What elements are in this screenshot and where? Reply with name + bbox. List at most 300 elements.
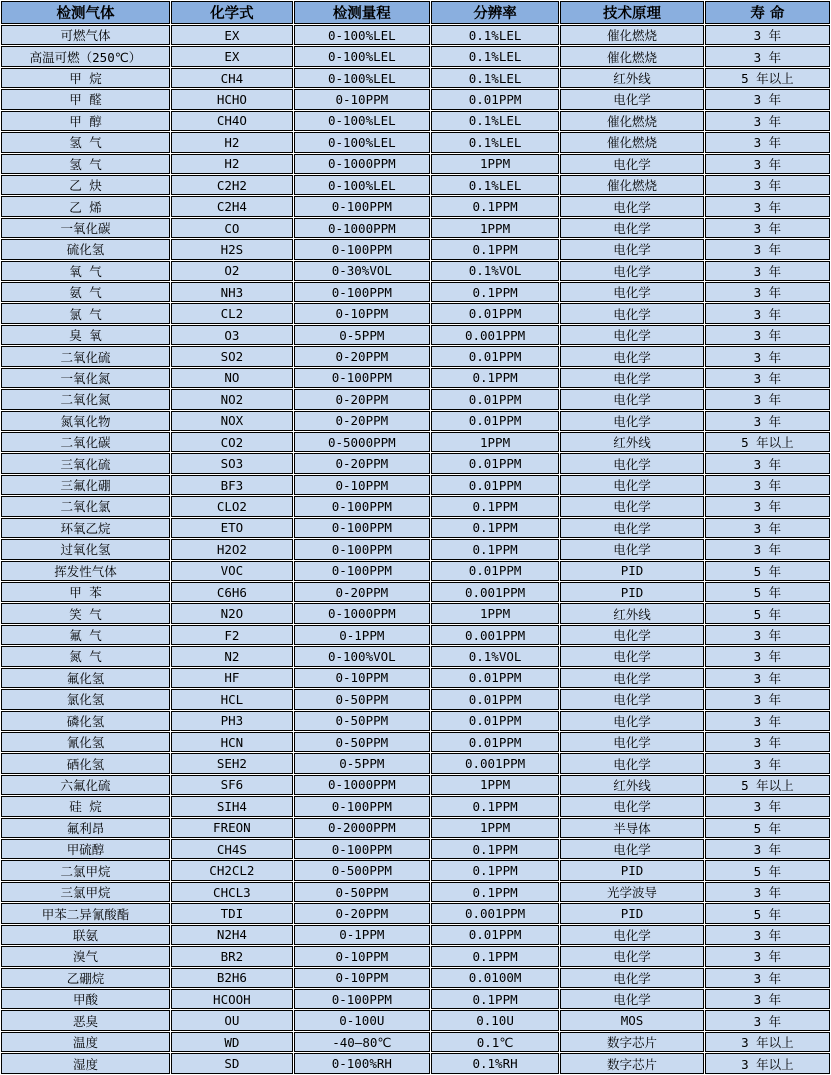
- table-row: [1, 839, 830, 859]
- table-cell: EX: [171, 46, 293, 66]
- table-cell: 电化学: [560, 753, 703, 773]
- column-header: 检测量程: [294, 1, 430, 24]
- table-cell: B2H6: [171, 968, 293, 988]
- table-cell: 乙 烯: [1, 196, 170, 216]
- table-cell: 3 年: [705, 261, 830, 281]
- table-cell: 5 年: [705, 603, 830, 623]
- table-cell: 5 年以上: [705, 68, 830, 88]
- table-cell: 3 年: [705, 325, 830, 345]
- table-cell: 0.001PPM: [431, 582, 560, 602]
- table-cell: 3 年: [705, 475, 830, 495]
- table-cell: 高温可燃（250℃）: [1, 46, 170, 66]
- table-cell: 0.001PPM: [431, 903, 560, 923]
- table-cell: 电化学: [560, 218, 703, 238]
- table-cell: 0.01PPM: [431, 668, 560, 688]
- table-row: [1, 303, 830, 323]
- table-row: [1, 175, 830, 195]
- table-cell: 0.01PPM: [431, 453, 560, 473]
- table-cell: 3 年: [705, 946, 830, 966]
- table-cell: 红外线: [560, 432, 703, 452]
- table-cell: 0-100PPM: [294, 839, 430, 859]
- table-cell: 0.10U: [431, 1010, 560, 1030]
- table-cell: 3 年: [705, 282, 830, 302]
- table-cell: 恶臭: [1, 1010, 170, 1030]
- table-cell: 3 年: [705, 346, 830, 366]
- table-cell: 0.1PPM: [431, 882, 560, 902]
- table-row: [1, 132, 830, 152]
- table-cell: 联氨: [1, 925, 170, 945]
- table-cell: 0.01PPM: [431, 711, 560, 731]
- table-cell: 电化学: [560, 368, 703, 388]
- table-row: [1, 25, 830, 45]
- table-cell: 六氟化硫: [1, 775, 170, 795]
- table-cell: 甲苯二异氰酸酯: [1, 903, 170, 923]
- table-cell: 数字芯片: [560, 1032, 703, 1052]
- table-cell: 3 年: [705, 711, 830, 731]
- table-cell: N2O: [171, 603, 293, 623]
- table-cell: PID: [560, 561, 703, 581]
- table-cell: 电化学: [560, 711, 703, 731]
- table-cell: 3 年: [705, 389, 830, 409]
- table-row: [1, 625, 830, 645]
- table-cell: 氢 气: [1, 154, 170, 174]
- table-cell: 5 年: [705, 582, 830, 602]
- table-row: [1, 796, 830, 816]
- table-cell: 3 年: [705, 689, 830, 709]
- table-cell: CHCL3: [171, 882, 293, 902]
- table-cell: SF6: [171, 775, 293, 795]
- table-cell: 0-10PPM: [294, 668, 430, 688]
- table-cell: 0.01PPM: [431, 732, 560, 752]
- table-cell: 0.1PPM: [431, 539, 560, 559]
- table-cell: 环氧乙烷: [1, 518, 170, 538]
- table-row: [1, 453, 830, 473]
- table-cell: 0-100%LEL: [294, 111, 430, 131]
- table-cell: 3 年: [705, 839, 830, 859]
- header-row: [1, 1, 830, 24]
- table-cell: 3 年: [705, 1010, 830, 1030]
- table-cell: CH4: [171, 68, 293, 88]
- table-cell: 电化学: [560, 539, 703, 559]
- table-cell: 电化学: [560, 925, 703, 945]
- table-cell: 二氧化氮: [1, 389, 170, 409]
- table-cell: 3 年: [705, 25, 830, 45]
- table-cell: O2: [171, 261, 293, 281]
- table-cell: C2H4: [171, 196, 293, 216]
- table-cell: CH2CL2: [171, 860, 293, 880]
- table-cell: 电化学: [560, 475, 703, 495]
- table-cell: 甲硫醇: [1, 839, 170, 859]
- table-cell: 1PPM: [431, 775, 560, 795]
- table-cell: 1PPM: [431, 818, 560, 838]
- table-cell: 0.01PPM: [431, 689, 560, 709]
- table-cell: 电化学: [560, 303, 703, 323]
- table-cell: 3 年: [705, 175, 830, 195]
- table-cell: 0-100PPM: [294, 368, 430, 388]
- column-header: 化学式: [171, 1, 293, 24]
- table-cell: 三氧化硫: [1, 453, 170, 473]
- table-row: [1, 282, 830, 302]
- table-cell: 3 年: [705, 968, 830, 988]
- table-row: [1, 261, 830, 281]
- table-cell: 0-10PPM: [294, 303, 430, 323]
- table-cell: HCHO: [171, 89, 293, 109]
- table-row: [1, 989, 830, 1009]
- table-cell: 氮 气: [1, 646, 170, 666]
- table-row: [1, 732, 830, 752]
- table-cell: 氧 气: [1, 261, 170, 281]
- table-row: [1, 46, 830, 66]
- table-cell: 0.1%LEL: [431, 132, 560, 152]
- table-cell: 电化学: [560, 239, 703, 259]
- table-row: [1, 389, 830, 409]
- table-row: [1, 1010, 830, 1030]
- table-cell: 0.1PPM: [431, 518, 560, 538]
- table-cell: 硅 烷: [1, 796, 170, 816]
- table-cell: H2: [171, 154, 293, 174]
- table-cell: 0.1%RH: [431, 1053, 560, 1074]
- table-row: [1, 154, 830, 174]
- table-cell: 0-20PPM: [294, 389, 430, 409]
- table-row: [1, 368, 830, 388]
- table-cell: 臭 氧: [1, 325, 170, 345]
- table-cell: 5 年以上: [705, 432, 830, 452]
- table-cell: 氟利昂: [1, 818, 170, 838]
- table-cell: 光学波导: [560, 882, 703, 902]
- table-cell: 3 年: [705, 646, 830, 666]
- table-cell: 0-50PPM: [294, 732, 430, 752]
- table-cell: HCN: [171, 732, 293, 752]
- table-cell: 0-500PPM: [294, 860, 430, 880]
- table-cell: 甲酸: [1, 989, 170, 1009]
- table-row: [1, 582, 830, 602]
- table-cell: 3 年: [705, 132, 830, 152]
- table-cell: 乙硼烷: [1, 968, 170, 988]
- table-cell: 0.001PPM: [431, 625, 560, 645]
- table-cell: HF: [171, 668, 293, 688]
- table-cell: 可燃气体: [1, 25, 170, 45]
- table-row: [1, 711, 830, 731]
- table-cell: HCOOH: [171, 989, 293, 1009]
- table-cell: 0.01PPM: [431, 411, 560, 431]
- table-cell: PH3: [171, 711, 293, 731]
- table-cell: 催化燃烧: [560, 111, 703, 131]
- table-cell: NH3: [171, 282, 293, 302]
- table-cell: 3 年: [705, 303, 830, 323]
- table-cell: 3 年: [705, 518, 830, 538]
- table-cell: 0.1PPM: [431, 196, 560, 216]
- table-cell: SEH2: [171, 753, 293, 773]
- table-cell: 甲 醛: [1, 89, 170, 109]
- table-cell: 0.1PPM: [431, 282, 560, 302]
- table-cell: 0.1PPM: [431, 839, 560, 859]
- table-cell: 电化学: [560, 282, 703, 302]
- table-cell: 电化学: [560, 625, 703, 645]
- table-cell: H2O2: [171, 539, 293, 559]
- table-cell: 催化燃烧: [560, 46, 703, 66]
- table-cell: 3 年: [705, 539, 830, 559]
- table-cell: TDI: [171, 903, 293, 923]
- table-cell: 0-2000PPM: [294, 818, 430, 838]
- table-cell: CH4O: [171, 111, 293, 131]
- table-cell: 电化学: [560, 411, 703, 431]
- table-cell: 0-10PPM: [294, 89, 430, 109]
- table-cell: 0-5PPM: [294, 753, 430, 773]
- table-cell: MOS: [560, 1010, 703, 1030]
- table-cell: 氢 气: [1, 132, 170, 152]
- column-header: 检测气体: [1, 1, 170, 24]
- table-cell: 二氧化氯: [1, 496, 170, 516]
- table-cell: 溴气: [1, 946, 170, 966]
- table-cell: 0.1℃: [431, 1032, 560, 1052]
- table-cell: 电化学: [560, 968, 703, 988]
- table-cell: 氮氧化物: [1, 411, 170, 431]
- table-cell: 0-10PPM: [294, 968, 430, 988]
- table-cell: 0-100PPM: [294, 239, 430, 259]
- table-cell: 1PPM: [431, 603, 560, 623]
- table-cell: 3 年: [705, 925, 830, 945]
- table-row: [1, 603, 830, 623]
- table-cell: 1PPM: [431, 432, 560, 452]
- table-cell: 0.001PPM: [431, 325, 560, 345]
- table-cell: NO2: [171, 389, 293, 409]
- table-cell: 0-20PPM: [294, 903, 430, 923]
- table-cell: 电化学: [560, 453, 703, 473]
- table-cell: BR2: [171, 946, 293, 966]
- table-cell: 电化学: [560, 261, 703, 281]
- table-cell: 0-100PPM: [294, 196, 430, 216]
- table-cell: 二氧化硫: [1, 346, 170, 366]
- table-row: [1, 218, 830, 238]
- table-cell: 0.1%LEL: [431, 175, 560, 195]
- table-cell: 数字芯片: [560, 1053, 703, 1074]
- table-cell: O3: [171, 325, 293, 345]
- table-cell: 氨 气: [1, 282, 170, 302]
- table-cell: 半导体: [560, 818, 703, 838]
- table-cell: F2: [171, 625, 293, 645]
- table-cell: BF3: [171, 475, 293, 495]
- table-cell: 0-10PPM: [294, 946, 430, 966]
- table-cell: N2H4: [171, 925, 293, 945]
- table-cell: 0.1%LEL: [431, 111, 560, 131]
- table-cell: H2S: [171, 239, 293, 259]
- table-cell: 3 年: [705, 111, 830, 131]
- table-row: [1, 432, 830, 452]
- table-cell: 5 年: [705, 561, 830, 581]
- table-cell: 5 年: [705, 818, 830, 838]
- table-cell: 0-50PPM: [294, 689, 430, 709]
- table-cell: 0-100%LEL: [294, 132, 430, 152]
- table-row: [1, 196, 830, 216]
- table-cell: 3 年: [705, 753, 830, 773]
- table-cell: 电化学: [560, 946, 703, 966]
- table-row: [1, 860, 830, 880]
- table-cell: 硫化氢: [1, 239, 170, 259]
- table-cell: 0-100%LEL: [294, 25, 430, 45]
- table-cell: HCL: [171, 689, 293, 709]
- table-cell: 0.1%LEL: [431, 25, 560, 45]
- table-cell: 红外线: [560, 603, 703, 623]
- table-row: [1, 68, 830, 88]
- column-header: 技术原理: [560, 1, 703, 24]
- table-cell: 电化学: [560, 89, 703, 109]
- table-cell: 0-100%LEL: [294, 68, 430, 88]
- table-cell: 湿度: [1, 1053, 170, 1074]
- table-cell: H2: [171, 132, 293, 152]
- table-row: [1, 946, 830, 966]
- table-cell: 电化学: [560, 154, 703, 174]
- table-cell: 0-100PPM: [294, 518, 430, 538]
- table-cell: 0.1%VOL: [431, 261, 560, 281]
- table-cell: 氰化氢: [1, 732, 170, 752]
- table-cell: 0.01PPM: [431, 925, 560, 945]
- table-cell: C2H2: [171, 175, 293, 195]
- table-cell: 甲 烷: [1, 68, 170, 88]
- table-cell: 3 年: [705, 796, 830, 816]
- table-cell: 氟化氢: [1, 668, 170, 688]
- table-cell: 0-100PPM: [294, 989, 430, 1009]
- table-cell: 0.1PPM: [431, 796, 560, 816]
- table-cell: 3 年: [705, 668, 830, 688]
- table-cell: 0-100PPM: [294, 496, 430, 516]
- table-cell: 乙 炔: [1, 175, 170, 195]
- table-row: [1, 475, 830, 495]
- table-cell: FREON: [171, 818, 293, 838]
- table-cell: SIH4: [171, 796, 293, 816]
- table-header: [1, 1, 830, 24]
- table-cell: 0-1000PPM: [294, 775, 430, 795]
- table-cell: 0.01PPM: [431, 89, 560, 109]
- table-cell: 一氧化氮: [1, 368, 170, 388]
- table-cell: 0.1%VOL: [431, 646, 560, 666]
- table-cell: 甲 醇: [1, 111, 170, 131]
- table-row: [1, 775, 830, 795]
- table-row: [1, 89, 830, 109]
- table-cell: 3 年: [705, 453, 830, 473]
- table-cell: CLO2: [171, 496, 293, 516]
- column-header: 分辨率: [431, 1, 560, 24]
- table-cell: 氟 气: [1, 625, 170, 645]
- table-cell: 3 年: [705, 496, 830, 516]
- table-cell: 0-100%RH: [294, 1053, 430, 1074]
- table-row: [1, 925, 830, 945]
- table-cell: 0-100PPM: [294, 282, 430, 302]
- table-cell: 3 年以上: [705, 1032, 830, 1052]
- table-cell: 0-100U: [294, 1010, 430, 1030]
- table-cell: 0-50PPM: [294, 711, 430, 731]
- table-cell: 5 年: [705, 860, 830, 880]
- table-cell: 0-5000PPM: [294, 432, 430, 452]
- table-cell: 0-1PPM: [294, 925, 430, 945]
- table-cell: 三氟化硼: [1, 475, 170, 495]
- table-cell: 0.1PPM: [431, 989, 560, 1009]
- table-row: [1, 818, 830, 838]
- table-cell: 0-100PPM: [294, 561, 430, 581]
- table-row: [1, 668, 830, 688]
- table-cell: 二氧化碳: [1, 432, 170, 452]
- table-cell: NOX: [171, 411, 293, 431]
- table-cell: N2: [171, 646, 293, 666]
- table-row: [1, 111, 830, 131]
- table-cell: 二氯甲烷: [1, 860, 170, 880]
- table-cell: 0-1PPM: [294, 625, 430, 645]
- table-cell: 电化学: [560, 389, 703, 409]
- table-cell: 笑 气: [1, 603, 170, 623]
- table-cell: 3 年: [705, 732, 830, 752]
- table-cell: 温度: [1, 1032, 170, 1052]
- table-cell: SO3: [171, 453, 293, 473]
- table-cell: 三氯甲烷: [1, 882, 170, 902]
- table-row: [1, 561, 830, 581]
- table-cell: EX: [171, 25, 293, 45]
- table-cell: 0.1PPM: [431, 860, 560, 880]
- table-cell: CH4S: [171, 839, 293, 859]
- table-row: [1, 1053, 830, 1074]
- table-cell: 0-100PPM: [294, 796, 430, 816]
- table-cell: WD: [171, 1032, 293, 1052]
- table-cell: -40—80℃: [294, 1032, 430, 1052]
- table-cell: 0.01PPM: [431, 561, 560, 581]
- table-cell: 催化燃烧: [560, 175, 703, 195]
- table-row: [1, 346, 830, 366]
- table-cell: 红外线: [560, 775, 703, 795]
- table-cell: 过氧化氢: [1, 539, 170, 559]
- table-cell: 催化燃烧: [560, 25, 703, 45]
- table-cell: C6H6: [171, 582, 293, 602]
- table-cell: PID: [560, 860, 703, 880]
- table-cell: 0-20PPM: [294, 346, 430, 366]
- table-cell: 3 年: [705, 46, 830, 66]
- table-cell: 电化学: [560, 732, 703, 752]
- table-cell: 5 年以上: [705, 775, 830, 795]
- table-cell: 电化学: [560, 796, 703, 816]
- table-cell: 0.1%LEL: [431, 68, 560, 88]
- table-cell: 0.01PPM: [431, 303, 560, 323]
- table-cell: 3 年: [705, 89, 830, 109]
- table-cell: 0.01PPM: [431, 475, 560, 495]
- table-row: [1, 882, 830, 902]
- table-cell: 3 年: [705, 239, 830, 259]
- table-cell: 0.1PPM: [431, 496, 560, 516]
- table-row: [1, 496, 830, 516]
- table-cell: 0.0100M: [431, 968, 560, 988]
- table-row: [1, 539, 830, 559]
- table-cell: 0-20PPM: [294, 411, 430, 431]
- table-cell: 电化学: [560, 646, 703, 666]
- table-cell: 0-20PPM: [294, 453, 430, 473]
- table-cell: 0-100%LEL: [294, 175, 430, 195]
- table-cell: 电化学: [560, 346, 703, 366]
- table-row: [1, 646, 830, 666]
- table-cell: 电化学: [560, 325, 703, 345]
- column-header: 寿 命: [705, 1, 830, 24]
- table-cell: 0-50PPM: [294, 882, 430, 902]
- table-cell: 电化学: [560, 989, 703, 1009]
- table-cell: 3 年: [705, 368, 830, 388]
- table-cell: VOC: [171, 561, 293, 581]
- table-body: [1, 25, 830, 1074]
- table-cell: 1PPM: [431, 218, 560, 238]
- table-cell: 5 年: [705, 903, 830, 923]
- table-cell: 硒化氢: [1, 753, 170, 773]
- table-cell: 0-100PPM: [294, 539, 430, 559]
- table-cell: 电化学: [560, 496, 703, 516]
- table-cell: 0-1000PPM: [294, 154, 430, 174]
- table-row: [1, 968, 830, 988]
- table-cell: 电化学: [560, 839, 703, 859]
- table-cell: 氯化氢: [1, 689, 170, 709]
- table-cell: 3 年: [705, 196, 830, 216]
